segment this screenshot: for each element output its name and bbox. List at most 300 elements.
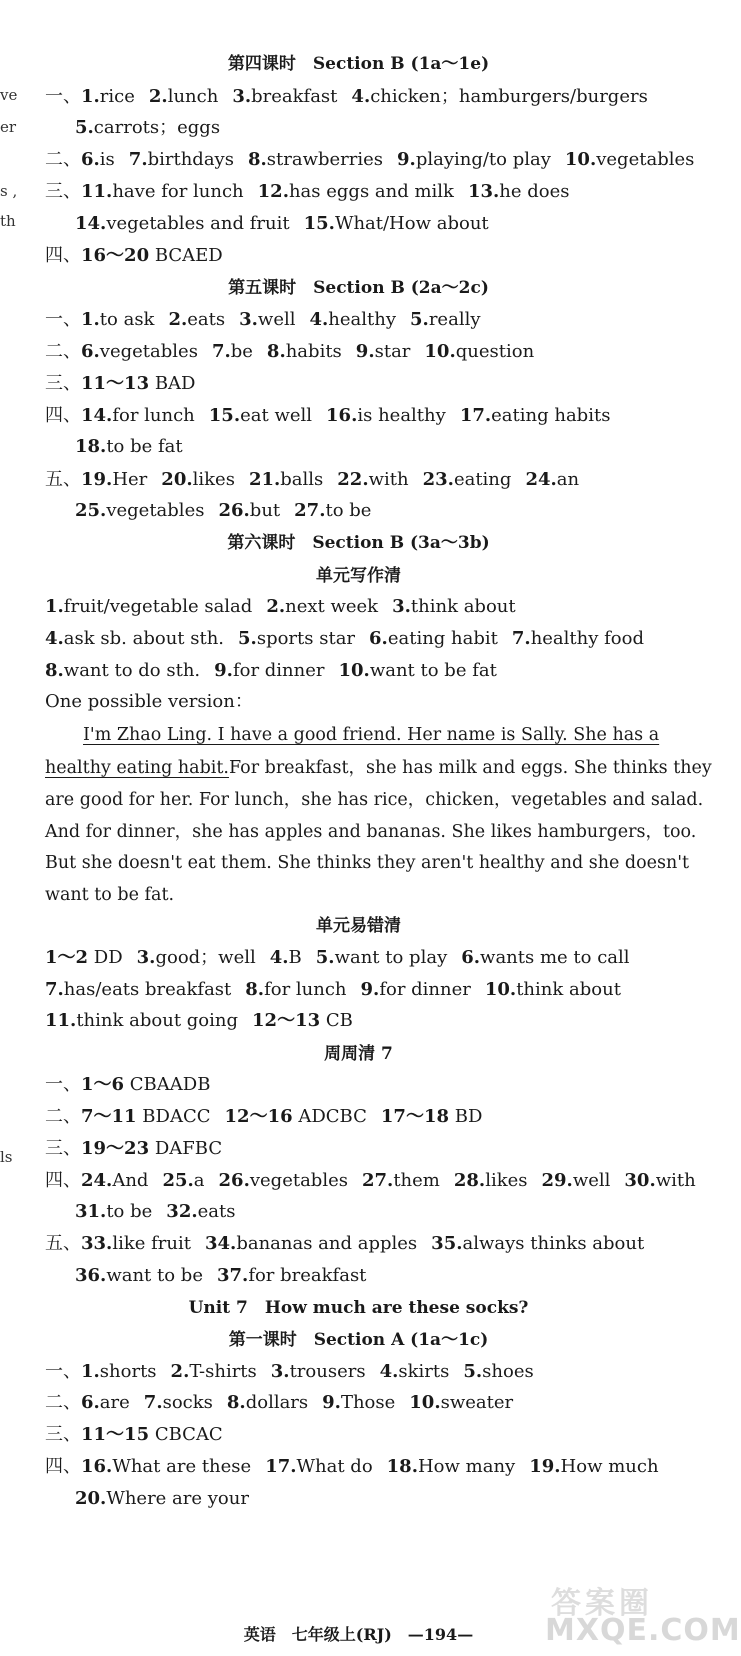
question-group-prefix: 五、 <box>45 1233 81 1254</box>
question-group-prefix: 二、 <box>45 341 81 362</box>
answer-text: balls <box>280 469 324 490</box>
answer-item <box>137 947 256 968</box>
answer-text: want to be fat <box>369 660 497 681</box>
answer-item <box>468 181 570 202</box>
question-number: 17. <box>459 405 492 426</box>
answer-text: is healthy <box>357 405 446 426</box>
question-number: 11～13 <box>81 373 150 394</box>
answer-item <box>304 213 489 234</box>
question-number: 32. <box>166 1201 198 1222</box>
question-number: 4. <box>309 309 329 330</box>
answer-text: have for lunch <box>112 181 244 202</box>
question-number: 4. <box>45 628 64 649</box>
answer-text: healthy food <box>530 628 644 649</box>
answer-text: vegetables <box>106 500 205 521</box>
answer-text: BAD <box>149 373 196 394</box>
answer-text: BCAED <box>149 245 223 266</box>
answer-line <box>45 245 237 267</box>
question-number: 33. <box>81 1233 113 1254</box>
answer-text: trousers <box>289 1361 366 1382</box>
answer-item <box>431 1233 644 1254</box>
question-group-prefix: 四、 <box>45 1170 81 1191</box>
answer-item <box>81 1424 223 1445</box>
answer-item <box>392 596 516 617</box>
question-number: 25. <box>162 1170 194 1191</box>
answer-text: CBCAC <box>149 1424 223 1445</box>
question-number: 8. <box>226 1392 246 1413</box>
answer-text: What/How about <box>334 213 489 234</box>
answer-item <box>463 1361 533 1382</box>
answer-text: star <box>374 341 411 362</box>
answer-text: really <box>428 309 481 330</box>
section-heading: 第四课时 Section B (1a～1e) <box>227 54 490 74</box>
question-number: 2. <box>266 596 286 617</box>
answer-text: sweater <box>440 1392 514 1413</box>
question-number: 8. <box>247 149 267 170</box>
question-number: 4. <box>351 86 371 107</box>
answer-item <box>267 341 342 362</box>
question-group-prefix: 四、 <box>45 1456 81 1477</box>
answer-line <box>45 373 210 395</box>
answer-item <box>326 405 446 426</box>
answer-line <box>45 1456 673 1478</box>
answer-text: want to be <box>106 1265 203 1286</box>
question-number: 10. <box>424 341 456 362</box>
question-number: 11. <box>81 181 113 202</box>
answer-line <box>45 469 593 491</box>
question-number: 10. <box>484 979 517 1000</box>
watermark-url: MXQE.COM <box>545 1613 741 1648</box>
answer-item <box>166 1201 235 1222</box>
answer-item <box>454 1170 528 1191</box>
watermark-top: 答案圈 <box>551 1586 653 1621</box>
question-number: 30. <box>624 1170 656 1191</box>
answer-text: a <box>193 1170 205 1191</box>
question-group-prefix: 五、 <box>45 469 81 490</box>
answer-item <box>258 181 454 202</box>
answer-item <box>75 1488 249 1509</box>
answer-text: BDACC <box>136 1106 211 1127</box>
answer-item <box>81 86 135 107</box>
question-group-prefix: 二、 <box>45 1392 81 1413</box>
answer-text: How many <box>417 1456 516 1477</box>
answer-text: chicken；hamburgers/burgers <box>370 86 648 107</box>
question-number: 5. <box>410 309 429 330</box>
answer-item <box>362 1170 440 1191</box>
answer-line <box>75 117 234 139</box>
edge-fragment: s , <box>0 182 18 200</box>
question-number: 2. <box>170 1361 190 1382</box>
answer-item <box>81 309 154 330</box>
answer-item <box>81 1074 210 1095</box>
question-number: 14. <box>75 213 107 234</box>
answer-text: And <box>112 1170 149 1191</box>
question-number: 21. <box>248 469 281 490</box>
question-number: 15. <box>208 405 241 426</box>
answer-item <box>45 628 224 649</box>
essay-line <box>83 724 663 746</box>
answer-text: for dinner <box>379 979 471 1000</box>
question-number: 26. <box>218 1170 250 1191</box>
answer-text: has eggs and milk <box>288 181 454 202</box>
answer-item <box>337 469 408 490</box>
answer-text: always thinks about <box>462 1233 645 1254</box>
answer-text: vegetables <box>99 341 198 362</box>
answer-item <box>217 1265 366 1286</box>
answer-line <box>45 1170 710 1192</box>
question-number: 19～23 <box>81 1138 150 1159</box>
answer-item <box>81 1361 157 1382</box>
subsection-heading: 单元写作清 <box>316 566 401 586</box>
answer-item <box>361 979 471 1000</box>
question-group-prefix: 一、 <box>45 1361 81 1382</box>
answer-text: good；well <box>155 947 256 968</box>
question-number: 9. <box>355 341 375 362</box>
answer-text: fruit/vegetable salad <box>63 596 253 617</box>
question-number: 9. <box>322 1392 341 1413</box>
answer-line <box>45 1361 548 1383</box>
question-number: 6. <box>369 628 388 649</box>
answer-line <box>45 1392 527 1414</box>
question-number: 14. <box>81 405 113 426</box>
question-number: 6. <box>461 947 481 968</box>
question-group-prefix: 三、 <box>45 1424 81 1445</box>
answer-text: likes <box>485 1170 528 1191</box>
answer-text: shoes <box>482 1361 534 1382</box>
answer-item <box>565 149 694 170</box>
question-number: 7. <box>45 979 64 1000</box>
answer-text: wants me to call <box>480 947 630 968</box>
answer-item <box>270 947 302 968</box>
answer-item <box>75 117 220 138</box>
question-number: 12～13 <box>252 1010 321 1031</box>
answer-item <box>81 1106 211 1127</box>
question-number: 8. <box>266 341 286 362</box>
question-number: 5. <box>238 628 257 649</box>
answer-text: be <box>230 341 253 362</box>
question-number: 35. <box>431 1233 463 1254</box>
answer-text: is <box>99 149 115 170</box>
answer-text: likes <box>192 469 235 490</box>
answer-text: carrots；eggs <box>93 117 221 138</box>
answer-item <box>81 245 223 266</box>
question-number: 3. <box>232 86 252 107</box>
question-number: 16. <box>326 405 358 426</box>
answer-text: vegetables <box>596 149 695 170</box>
answer-item <box>624 1170 695 1191</box>
answer-text: to be <box>106 1201 153 1222</box>
question-group-prefix: 一、 <box>45 309 81 330</box>
question-number: 6. <box>81 149 100 170</box>
answer-line <box>75 500 385 522</box>
question-number: 7. <box>211 341 231 362</box>
answer-text: Those <box>340 1392 396 1413</box>
answer-text: breakfast <box>251 86 338 107</box>
answer-text: to ask <box>99 309 155 330</box>
answer-item <box>45 979 231 1000</box>
answer-line <box>45 1233 658 1255</box>
question-number: 23. <box>422 469 454 490</box>
answer-item <box>369 628 498 649</box>
answer-item <box>387 1456 516 1477</box>
essay-line: want to be fat. <box>45 885 175 905</box>
unit-title: Unit 7 How much are these socks? <box>188 1298 529 1318</box>
answer-text: to be <box>325 500 372 521</box>
answer-line <box>45 1138 236 1160</box>
answer-item <box>249 469 323 490</box>
question-number: 20. <box>75 1488 107 1509</box>
question-number: 16. <box>81 1456 113 1477</box>
answer-item <box>81 1233 191 1254</box>
answer-item <box>356 341 411 362</box>
question-number: 7. <box>511 628 531 649</box>
answer-item <box>75 500 204 521</box>
answer-item <box>75 1201 152 1222</box>
answer-text: sports star <box>256 628 356 649</box>
answer-line <box>45 341 548 363</box>
answer-text: rice <box>99 86 135 107</box>
question-number: 34. <box>204 1233 237 1254</box>
question-number: 9. <box>360 979 380 1000</box>
answer-text: How much <box>560 1456 659 1477</box>
question-number: 28. <box>453 1170 486 1191</box>
answer-item <box>239 309 295 330</box>
answer-item <box>81 1170 148 1191</box>
answer-item <box>397 149 551 170</box>
question-number: 2. <box>148 86 168 107</box>
section-heading: 周周清 7 <box>324 1044 393 1064</box>
answer-text: lunch <box>167 86 219 107</box>
answer-text: next week <box>285 596 379 617</box>
question-number: 11～15 <box>81 1424 150 1445</box>
question-number: 12～16 <box>224 1106 293 1127</box>
answer-item <box>542 1170 611 1191</box>
answer-item <box>161 469 235 490</box>
edge-fragment: er <box>0 118 17 136</box>
question-number: 26. <box>218 500 250 521</box>
question-number: 5. <box>75 117 94 138</box>
answer-text: them <box>393 1170 440 1191</box>
answer-line <box>45 979 635 1001</box>
answer-item <box>218 500 280 521</box>
answer-item <box>525 469 579 490</box>
answer-text: well <box>572 1170 611 1191</box>
question-number: 29. <box>541 1170 573 1191</box>
question-group-prefix: 二、 <box>45 149 81 170</box>
answer-item <box>81 405 195 426</box>
watermark-logo <box>545 1578 741 1648</box>
answer-item <box>171 1361 257 1382</box>
question-number: 13. <box>467 181 500 202</box>
answer-line <box>45 1010 367 1032</box>
answer-line <box>75 1488 263 1510</box>
answer-line <box>75 436 197 458</box>
answer-line <box>45 309 495 331</box>
answer-line <box>45 1074 224 1096</box>
underlined-sentence: I'm Zhao Ling. I have a good friend. Her name is Sally. She has a <box>83 725 660 745</box>
answer-text: an <box>556 469 580 490</box>
question-number: 18. <box>386 1456 418 1477</box>
answer-text: habits <box>285 341 342 362</box>
edge-fragment: th <box>0 212 16 230</box>
answer-text: to be fat <box>106 436 183 457</box>
answer-item <box>423 469 512 490</box>
answer-item <box>45 596 252 617</box>
question-number: 18. <box>75 436 107 457</box>
question-number: 37. <box>216 1265 249 1286</box>
answer-text: CBAADB <box>124 1074 211 1095</box>
answer-item <box>339 660 497 681</box>
question-number: 4. <box>269 947 289 968</box>
answer-text: for lunch <box>264 979 347 1000</box>
answer-item <box>214 660 324 681</box>
question-group-prefix: 三、 <box>45 373 81 394</box>
page-footer: 英语 七年级上(RJ) —194— <box>243 1625 474 1644</box>
answer-item <box>410 309 480 330</box>
essay-line <box>45 757 712 779</box>
question-number: 19. <box>529 1456 561 1477</box>
answer-item <box>461 947 629 968</box>
answer-item <box>149 86 218 107</box>
question-number: 24. <box>81 1170 113 1191</box>
answer-item <box>209 405 312 426</box>
answer-item <box>424 341 534 362</box>
answer-text: eats <box>197 1201 236 1222</box>
question-number: 8. <box>45 660 64 681</box>
answer-text: ADCBC <box>292 1106 367 1127</box>
question-number: 1. <box>81 309 100 330</box>
essay-line: And for dinner，she has apples and bananas. She likes hamburgers，too. <box>45 822 697 842</box>
section-heading: 第五课时 Section B (2a～2c) <box>228 278 489 298</box>
answer-text: want to play <box>334 947 448 968</box>
question-number: 8. <box>245 979 265 1000</box>
answer-item <box>81 149 115 170</box>
answer-item <box>81 469 147 490</box>
question-number: 1. <box>45 596 64 617</box>
answer-line <box>45 596 530 618</box>
question-number: 7. <box>143 1392 163 1413</box>
answer-text: skirts <box>398 1361 450 1382</box>
answer-line <box>45 181 584 203</box>
question-number: 1～2 <box>45 947 89 968</box>
question-number: 9. <box>397 149 416 170</box>
answer-text: well <box>257 309 296 330</box>
answer-text: What do <box>296 1456 373 1477</box>
answer-text: birthdays <box>147 149 234 170</box>
answer-text: Where are your <box>106 1488 249 1509</box>
answer-item <box>144 1392 213 1413</box>
answer-text: for lunch <box>112 405 195 426</box>
question-group-prefix: 三、 <box>45 181 81 202</box>
answer-item <box>75 1265 203 1286</box>
question-number: 25. <box>75 500 107 521</box>
answer-item <box>212 341 253 362</box>
answer-line <box>45 86 662 108</box>
answer-item <box>162 1170 204 1191</box>
question-number: 5. <box>463 1361 483 1382</box>
question-group-prefix: 四、 <box>45 405 81 426</box>
answer-line <box>75 1201 249 1223</box>
question-number: 3. <box>270 1361 290 1382</box>
answer-line <box>45 628 658 650</box>
answer-item <box>512 628 644 649</box>
answer-text: B <box>288 947 302 968</box>
essay-line: But she doesn't eat them. She thinks they aren't healthy and she doesn't <box>45 853 690 873</box>
version-label: One possible version： <box>45 691 253 712</box>
question-number: 12. <box>257 181 289 202</box>
question-number: 10. <box>338 660 370 681</box>
edge-fragment: ls <box>0 1148 13 1166</box>
answer-line <box>45 1106 496 1128</box>
answer-item <box>529 1456 658 1477</box>
essay-text: For breakfast，she has milk and eggs. She thinks they <box>228 758 712 778</box>
answer-item <box>129 149 234 170</box>
answer-text: healthy <box>328 309 397 330</box>
answer-line <box>45 149 708 171</box>
answer-text: think about <box>516 979 621 1000</box>
question-number: 1. <box>81 86 100 107</box>
answer-item <box>81 1392 130 1413</box>
section-heading: 第一课时 Section A (1a～1c) <box>228 1330 489 1350</box>
answer-item <box>45 947 123 968</box>
answer-item <box>266 596 378 617</box>
answer-text: think about <box>410 596 516 617</box>
question-number: 15. <box>303 213 335 234</box>
answer-line <box>45 1424 237 1446</box>
question-number: 9. <box>214 660 233 681</box>
answer-text: CB <box>320 1010 353 1031</box>
answer-item <box>409 1392 513 1413</box>
question-number: 24. <box>525 469 557 490</box>
answer-item <box>81 1138 222 1159</box>
question-number: 17～18 <box>380 1106 449 1127</box>
question-number: 11. <box>45 1010 77 1031</box>
answer-item <box>351 86 647 107</box>
answer-text: want to do sth. <box>63 660 201 681</box>
answer-text: strawberries <box>266 149 384 170</box>
answer-line <box>75 1265 380 1287</box>
answer-text: DAFBC <box>149 1138 223 1159</box>
answer-text: eats <box>187 309 226 330</box>
answer-text: for dinner <box>232 660 325 681</box>
answer-item <box>294 500 371 521</box>
answer-item <box>81 341 198 362</box>
question-number: 36. <box>75 1265 107 1286</box>
question-number: 2. <box>168 309 188 330</box>
answer-text: Her <box>112 469 148 490</box>
question-number: 3. <box>392 596 411 617</box>
question-number: 1. <box>81 1361 100 1382</box>
question-number: 31. <box>75 1201 107 1222</box>
answer-item <box>310 309 397 330</box>
answer-line <box>45 660 511 682</box>
answer-text: think about going <box>76 1010 239 1031</box>
answer-text: T-shirts <box>189 1361 257 1382</box>
answer-text: for breakfast <box>248 1265 367 1286</box>
question-number: 3. <box>136 947 156 968</box>
answer-text: playing/to play <box>415 149 551 170</box>
answer-item <box>45 660 200 681</box>
question-group-prefix: 四、 <box>45 245 81 266</box>
answer-item <box>238 628 355 649</box>
section-heading: 单元易错清 <box>316 916 401 936</box>
answer-line <box>75 213 503 235</box>
answer-text: bananas and apples <box>236 1233 418 1254</box>
question-number: 27. <box>361 1170 394 1191</box>
answer-text: eat well <box>240 405 313 426</box>
answer-item <box>225 1106 367 1127</box>
question-number: 1～6 <box>81 1074 125 1095</box>
